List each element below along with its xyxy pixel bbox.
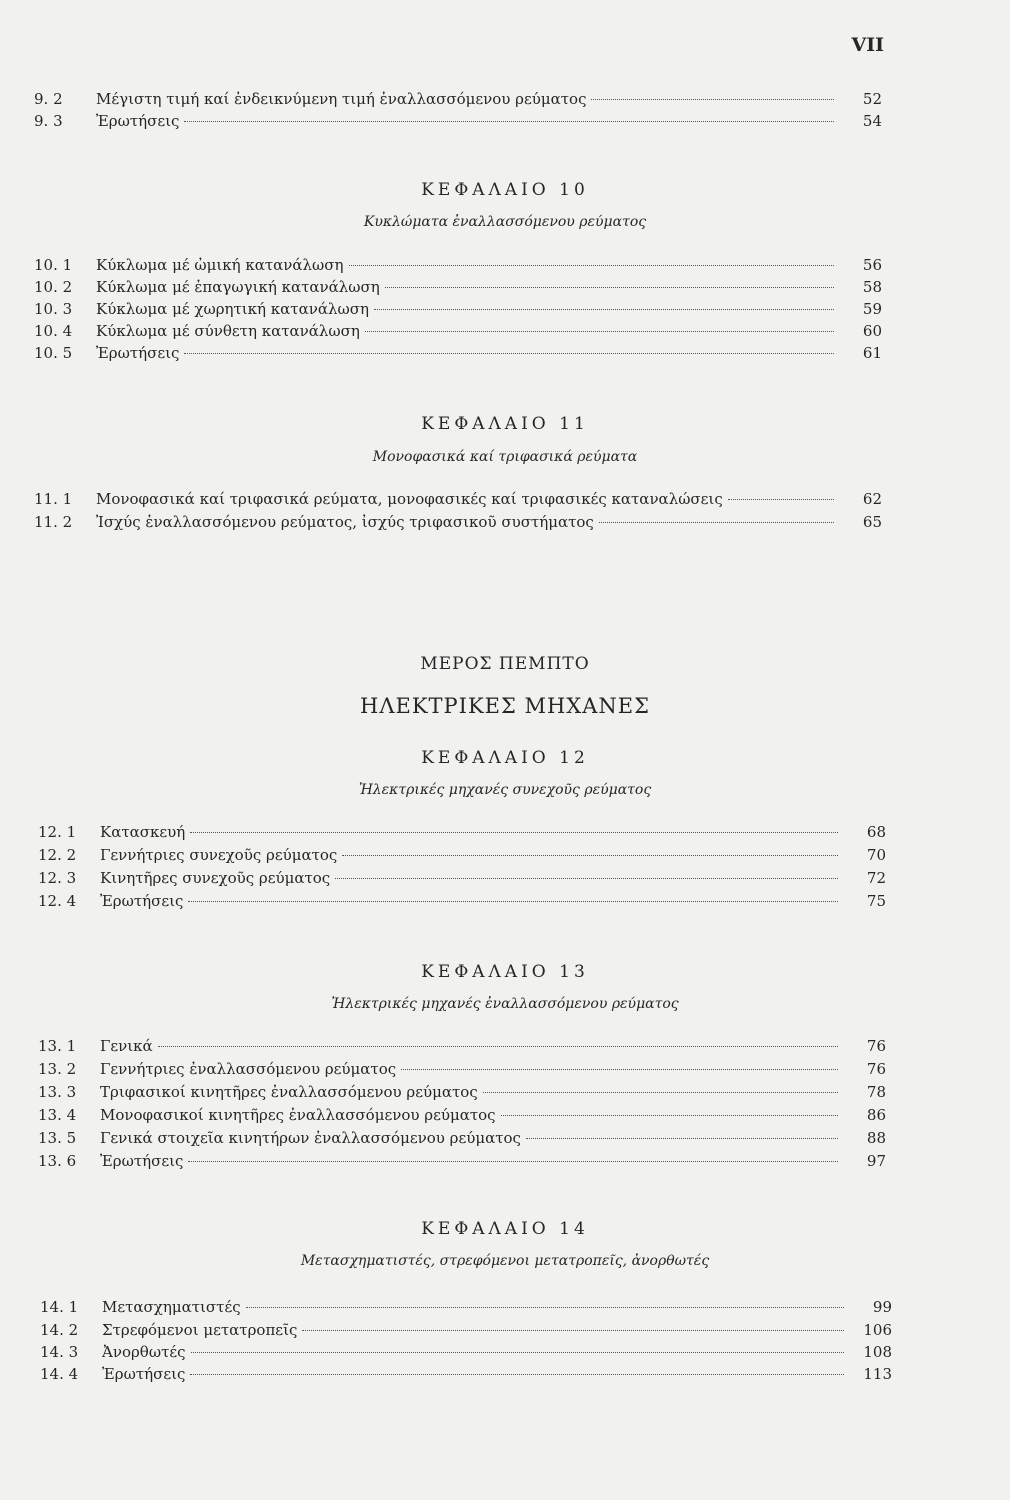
- entry-title: Κινητῆρες συνεχοῦς ρεύματος: [100, 869, 331, 887]
- chapter-heading: ΚΕΦΑΛΑΙΟ 12: [421, 748, 589, 768]
- dot-leader: [728, 499, 834, 500]
- entry-title: Κύκλωμα μέ σύνθετη κατανάλωση: [96, 322, 360, 340]
- chapter-heading: ΚΕΦΑΛΑΙΟ 14: [421, 1219, 589, 1239]
- toc-entry: [34, 300, 882, 322]
- dot-leader: [188, 1161, 838, 1162]
- entry-page: 62: [862, 490, 882, 508]
- entry-number: 9. 3: [34, 112, 63, 130]
- chapter-subtitle: Μονοφασικά καί τριφασικά ρεύματα: [372, 449, 638, 465]
- entry-page: 106: [863, 1321, 892, 1339]
- toc-entry: [38, 892, 886, 914]
- toc-entry: [34, 256, 882, 278]
- dot-leader: [385, 287, 834, 288]
- entry-title: Κατασκευή: [100, 823, 186, 841]
- dot-leader: [190, 832, 838, 833]
- dot-leader: [401, 1069, 838, 1070]
- entry-title: Ἐρωτήσεις: [100, 892, 184, 910]
- entry-title: Μετασχηματιστές: [102, 1298, 241, 1316]
- dot-leader: [342, 855, 838, 856]
- dot-leader: [158, 1046, 838, 1047]
- entry-number: 13. 4: [38, 1106, 77, 1124]
- entry-number: 12. 2: [38, 846, 77, 864]
- entry-number: 13. 2: [38, 1060, 77, 1078]
- entry-page: 59: [862, 300, 882, 318]
- chapter-heading: ΚΕΦΑΛΑΙΟ 11: [421, 414, 589, 434]
- entry-page: 88: [866, 1129, 886, 1147]
- entry-number: 12. 4: [38, 892, 77, 910]
- dot-leader: [591, 99, 834, 100]
- toc-entry: [40, 1298, 892, 1320]
- toc-entry: [38, 1083, 886, 1105]
- part-label: ΜΕΡΟΣ ΠΕΜΠΤΟ: [420, 654, 590, 674]
- toc-entry: [38, 823, 886, 845]
- entry-number: 11. 1: [34, 490, 73, 508]
- entry-page: 72: [866, 869, 886, 887]
- toc-entry: [40, 1343, 892, 1365]
- entry-page: 113: [863, 1365, 892, 1383]
- dot-leader: [184, 353, 834, 354]
- page-number: VII: [851, 34, 884, 56]
- entry-page: 65: [862, 513, 882, 531]
- entry-page: 99: [872, 1298, 892, 1316]
- dot-leader: [302, 1330, 844, 1331]
- entry-title: Ἰσχύς ἐναλλασσόμενου ρεύματος, ἰσχύς τριφασικοῦ συστήματος: [96, 513, 594, 531]
- entry-page: 61: [862, 344, 882, 362]
- entry-number: 10. 5: [34, 344, 73, 362]
- part-title: ΗΛΕΚΤΡΙΚΕΣ ΜΗΧΑΝΕΣ: [360, 694, 650, 718]
- toc-entry: [40, 1321, 892, 1343]
- dot-leader: [188, 901, 838, 902]
- entry-title: Μονοφασικοί κινητῆρες ἐναλλασσόμενου ρεύματος: [100, 1106, 496, 1124]
- entry-page: 68: [866, 823, 886, 841]
- entry-number: 9. 2: [34, 90, 63, 108]
- entry-title: Μέγιστη τιμή καί ἐνδεικνύμενη τιμή ἐναλλασσόμενου ρεύματος: [96, 90, 587, 108]
- dot-leader: [365, 331, 834, 332]
- toc-entry: [34, 90, 882, 112]
- entry-number: 13. 3: [38, 1083, 77, 1101]
- entry-page: 70: [866, 846, 886, 864]
- entry-number: 13. 5: [38, 1129, 77, 1147]
- dot-leader: [349, 265, 834, 266]
- entry-number: 14. 4: [40, 1365, 79, 1383]
- entry-number: 13. 1: [38, 1037, 77, 1055]
- entry-number: 14. 3: [40, 1343, 79, 1361]
- toc-entry: [38, 1060, 886, 1082]
- entry-title: Ἐρωτήσεις: [100, 1152, 184, 1170]
- toc-entry: [38, 869, 886, 891]
- chapter-heading: ΚΕΦΑΛΑΙΟ 13: [421, 962, 589, 982]
- entry-number: 14. 2: [40, 1321, 79, 1339]
- entry-number: 13. 6: [38, 1152, 77, 1170]
- entry-title: Κύκλωμα μέ χωρητική κατανάλωση: [96, 300, 369, 318]
- entry-title: Γενικά στοιχεῖα κινητήρων ἐναλλασσόμενου ρεύματος: [100, 1129, 521, 1147]
- entry-title: Στρεφόμενοι μετατροπεῖς: [102, 1321, 298, 1339]
- toc-entry: [38, 1152, 886, 1174]
- entry-number: 12. 1: [38, 823, 77, 841]
- dot-leader: [599, 522, 834, 523]
- entry-title: Ἀνορθωτές: [102, 1343, 186, 1361]
- toc-entry: [40, 1365, 892, 1387]
- entry-page: 108: [863, 1343, 892, 1361]
- entry-page: 75: [866, 892, 886, 910]
- toc-entry: [34, 344, 882, 366]
- entry-title: Τριφασικοί κινητῆρες ἐναλλασσόμενου ρεύματος: [100, 1083, 478, 1101]
- entry-page: 97: [866, 1152, 886, 1170]
- toc-entry: [34, 322, 882, 344]
- entry-number: 11. 2: [34, 513, 73, 531]
- dot-leader: [501, 1115, 838, 1116]
- entry-number: 10. 1: [34, 256, 73, 274]
- dot-leader: [191, 1352, 844, 1353]
- entry-title: Γενικά: [100, 1037, 153, 1055]
- entry-title: Ἐρωτήσεις: [102, 1365, 186, 1383]
- entry-page: 76: [866, 1060, 886, 1078]
- entry-title: Γεννήτριες ἐναλλασσόμενου ρεύματος: [100, 1060, 397, 1078]
- chapter-heading: ΚΕΦΑΛΑΙΟ 10: [421, 180, 589, 200]
- dot-leader: [246, 1307, 844, 1308]
- entry-title: Κύκλωμα μέ ὠμική κατανάλωση: [96, 256, 344, 274]
- toc-entry: [34, 490, 882, 512]
- entry-page: 56: [862, 256, 882, 274]
- toc-entry: [34, 112, 882, 134]
- entry-page: 86: [866, 1106, 886, 1124]
- entry-number: 10. 2: [34, 278, 73, 296]
- entry-page: 60: [862, 322, 882, 340]
- chapter-subtitle: Κυκλώματα ἐναλλασσόμενου ρεύματος: [363, 214, 647, 230]
- dot-leader: [184, 121, 834, 122]
- entry-number: 12. 3: [38, 869, 77, 887]
- entry-title: Ἐρωτήσεις: [96, 344, 180, 362]
- chapter-subtitle: Μετασχηματιστές, στρεφόμενοι μετατροπεῖς, ἀνορθωτές: [300, 1253, 710, 1269]
- toc-entry: [38, 1037, 886, 1059]
- toc-entry: [34, 513, 882, 535]
- entry-title: Κύκλωμα μέ ἐπαγωγική κατανάλωση: [96, 278, 380, 296]
- chapter-subtitle: Ἠλεκτρικές μηχανές συνεχοῦς ρεύματος: [358, 782, 652, 798]
- entry-page: 78: [866, 1083, 886, 1101]
- toc-entry: [38, 1129, 886, 1151]
- entry-title: Γεννήτριες συνεχοῦς ρεύματος: [100, 846, 338, 864]
- entry-title: Ἐρωτήσεις: [96, 112, 180, 130]
- entry-number: 10. 3: [34, 300, 73, 318]
- entry-number: 10. 4: [34, 322, 73, 340]
- dot-leader: [190, 1374, 844, 1375]
- dot-leader: [483, 1092, 838, 1093]
- dot-leader: [335, 878, 838, 879]
- entry-page: 58: [862, 278, 882, 296]
- dot-leader: [526, 1138, 838, 1139]
- toc-entry: [38, 846, 886, 868]
- toc-entry: [38, 1106, 886, 1128]
- entry-page: 76: [866, 1037, 886, 1055]
- toc-entry: [34, 278, 882, 300]
- entry-page: 52: [862, 90, 882, 108]
- dot-leader: [374, 309, 834, 310]
- entry-number: 14. 1: [40, 1298, 79, 1316]
- chapter-subtitle: Ἠλεκτρικές μηχανές ἐναλλασσόμενου ρεύματος: [331, 996, 679, 1012]
- entry-page: 54: [862, 112, 882, 130]
- entry-title: Μονοφασικά καί τριφασικά ρεύματα, μονοφασικές καί τριφασικές καταναλώσεις: [96, 490, 723, 508]
